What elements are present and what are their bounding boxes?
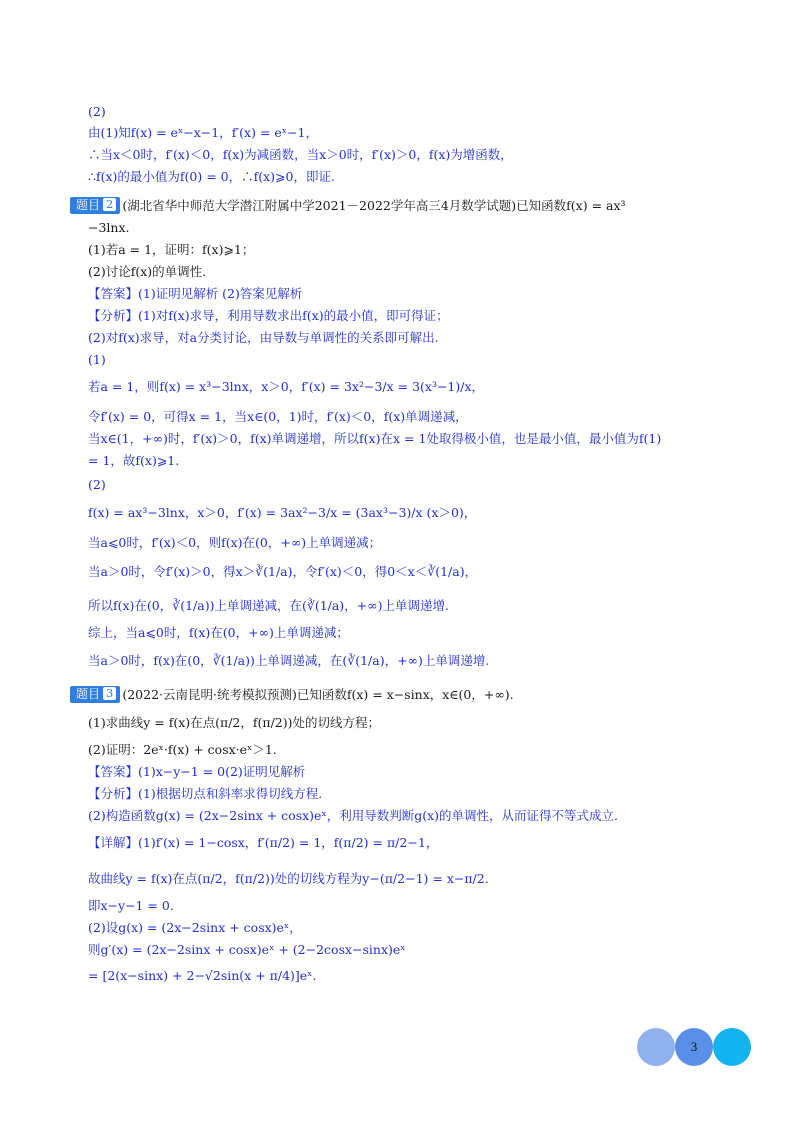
problem-3-analysis-1: 【分析】(1)根据切点和斜率求得切线方程.: [88, 786, 323, 801]
problem-3-answer: 【答案】(1)x−y−1 = 0(2)证明见解析: [88, 764, 306, 779]
problem-3-detail-line: 则g′(x) = (2x−2sinx + cosx)eˣ + (2−2cosx−sinx)eˣ: [88, 942, 406, 957]
footer-circle-left: [637, 1028, 675, 1066]
problem-3-source: (2022·云南昆明·统考模拟预测)已知函数f(x) = x−sinx，x∈(0，+∞).: [122, 687, 514, 702]
problem-2-solution-line: 所以f(x)在(0，∛(1/a))上单调递减，在(∛(1/a)，+∞)上单调递增.: [88, 598, 449, 613]
problem-2-part-2: (2)讨论f(x)的单调性.: [88, 264, 207, 279]
problem-2-analysis-2: (2)对f(x)求导，对a分类讨论，由导数与单调性的关系即可解出.: [88, 330, 439, 345]
problem-2-line: −3lnx.: [88, 220, 130, 235]
problem-2-solution-line: f(x) = ax³−3lnx，x＞0，f′(x) = 3ax²−3/x = (3ax³−3)/x (x＞0)，: [88, 505, 477, 520]
problem-3-analysis-2: (2)构造函数g(x) = (2x−2sinx + cosx)eˣ，利用导数判断g(x)的单调性，从而证得不等式成立.: [88, 808, 619, 823]
problem-3-detail-line: = [2(x−sinx) + 2−√2sin(x + π/4)]eˣ.: [88, 968, 317, 983]
problem-2-source: (湖北省华中师范大学潜江附属中学2021－2022学年高三4月数学试题)已知函数f(x) = ax³: [122, 198, 626, 213]
problem-2-answer: 【答案】(1)证明见解析 (2)答案见解析: [88, 286, 303, 301]
problem-3-detail-line: (2)设g(x) = (2x−2sinx + cosx)eˣ，: [88, 920, 302, 935]
prev-solution-line-4: ∴f(x)的最小值为f(0) = 0，∴f(x)⩾0，即证.: [88, 169, 335, 184]
problem-3-header: [70, 686, 514, 704]
problem-3-detail-line: 【详解】(1)f′(x) = 1−cosx，f′(π/2) = 1，f(π/2) = π/2−1，: [88, 835, 439, 850]
problem-2-solution-line: 当a＞0时，令f′(x)＞0，得x＞∛(1/a)，令f′(x)＜0，得0＜x＜∛(1/a)，: [88, 564, 478, 579]
problem-2-solution-line: (2): [88, 477, 106, 492]
page-number-badge: [637, 1028, 751, 1066]
problem-2-solution-line: 综上，当a⩽0时，f(x)在(0，+∞)上单调递减；: [88, 625, 349, 640]
problem-2-badge: 题目 2: [70, 197, 120, 214]
problem-2-part-1: (1)若a = 1，证明：f(x)⩾1；: [88, 242, 255, 257]
problem-2-solution-line: 若a = 1，则f(x) = x³−3lnx，x＞0，f′(x) = 3x²−3/x = 3(x³−1)/x，: [88, 379, 485, 394]
problem-3-part-2: (2)证明：2eˣ·f(x) + cosx·eˣ＞1.: [88, 742, 277, 757]
problem-2-header: [70, 197, 626, 215]
problem-2-solution-line: 当x∈(1，+∞)时，f′(x)＞0，f(x)单调递增，所以f(x)在x = 1处取得极小值，也是最小值，最小值为f(1): [88, 431, 662, 446]
problem-3-badge: 题目 3: [70, 686, 120, 703]
footer-circle-right: [713, 1028, 751, 1066]
page-number: 3: [690, 1039, 698, 1054]
problem-2-solution-line: 当a⩽0时，f′(x)＜0，则f(x)在(0，+∞)上单调递减；: [88, 535, 382, 550]
problem-3-detail-line: 故曲线y = f(x)在点(π/2，f(π/2))处的切线方程为y−(π/2−1) = x−π/2.: [88, 871, 489, 886]
problem-2-solution-line: 当a＞0时，f(x)在(0，∛(1/a))上单调递减，在(∛(1/a)，+∞)上单调递增.: [88, 653, 490, 668]
problem-3-detail-line: 即x−y−1 = 0.: [88, 898, 174, 913]
problem-3-part-1: (1)求曲线y = f(x)在点(π/2，f(π/2))处的切线方程；: [88, 715, 381, 730]
prev-solution-line-2: 由(1)知f(x) = eˣ−x−1，f′(x) = eˣ−1，: [88, 125, 319, 140]
problem-2-solution-line: 令f′(x) = 0，可得x = 1，当x∈(0，1)时，f′(x)＜0，f(x)单调递减，: [88, 409, 468, 424]
problem-2-solution-line: = 1，故f(x)⩾1.: [88, 453, 180, 468]
problem-2-analysis-1: 【分析】(1)对f(x)求导，利用导数求出f(x)的最小值，即可得证；: [88, 308, 449, 323]
prev-solution-line-3: ∴当x＜0时，f′(x)＜0，f(x)为减函数，当x＞0时，f′(x)＞0，f(x)为增函数，: [88, 147, 513, 162]
prev-solution-line-1: (2): [88, 104, 106, 119]
problem-2-solution-line: (1): [88, 352, 106, 367]
